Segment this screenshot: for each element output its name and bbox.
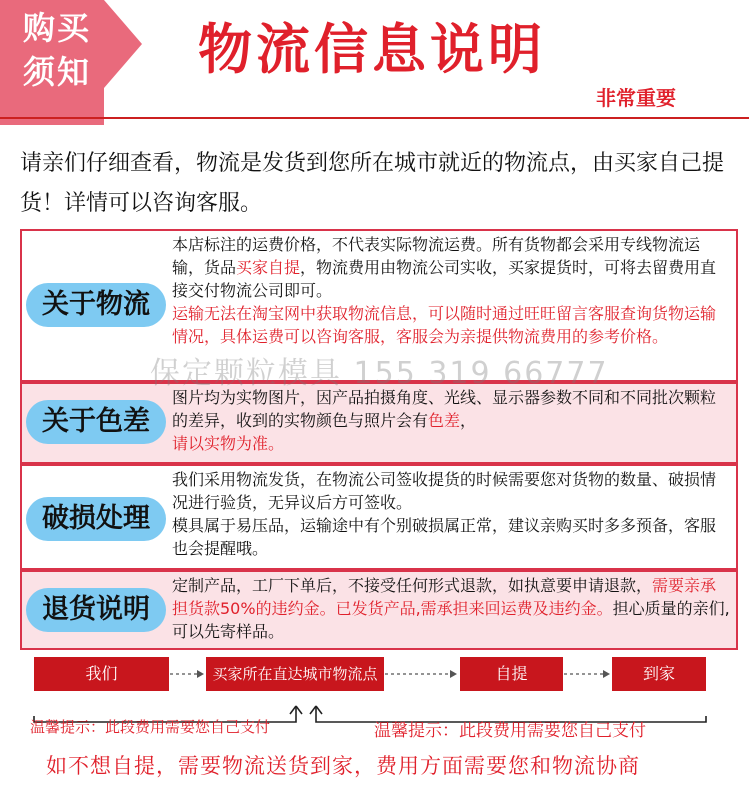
flow-step-city-point: 买家所在直达城市物流点 [206, 657, 384, 691]
section-damage [20, 464, 738, 570]
badge-line1: 购买 [22, 9, 91, 47]
arrow-1-icon [197, 670, 204, 678]
section-body-color [172, 386, 730, 455]
returns-text-b: 担心质量的亲们,可以先寄样品。 [172, 599, 730, 641]
arrow-2-icon [450, 670, 457, 678]
header-divider [0, 117, 749, 119]
badge-line2: 须知 [22, 53, 91, 91]
damage-text-1: 我们采用物流发货，在物流公司签收提货的时候需要您对货物的数量、破损情况进行验货，无异议后方可签收。 [172, 470, 717, 512]
section-returns [20, 570, 738, 650]
logistics-text-1b: ，物流费用由物流公司实收，买家提货时，可将去留费用直接交付物流公司即可。 [172, 258, 717, 300]
section-label-logistics: 关于物流 [26, 283, 166, 327]
logistics-text-2: 运输无法在淘宝网中获取物流信息，可以随时通过旺旺留言客服查询货物运输情况，具体运费可以咨询客服，客服会为亲提供物流费用的参考价格。 [172, 304, 717, 346]
watermark: 保定颗粒模具 155 319 66777 [150, 356, 609, 391]
flow-step-home: 到家 [612, 657, 706, 691]
section-body-logistics [172, 233, 730, 348]
section-body-returns [172, 574, 730, 643]
tip-right: 温馨提示：此段费用需要您自己支付 [374, 721, 646, 741]
color-text-red: 色差 [428, 411, 461, 430]
logistics-text-1a: 本店标注的运费价格，不代表实际物流运费。所有货物都会采用专线物流运输，货品 [172, 235, 701, 277]
damage-text-2: 模具属于易压品，运输途中有个别破损属正常，建议亲购买时多多预备，客服也会提醒哦。 [172, 516, 717, 558]
returns-text-red: 需要亲承担货款50%的违约金。已发货产品,需承担来回运费及违约金。 [172, 576, 717, 618]
tip-left: 温馨提示：此段费用需要您自己支付 [30, 718, 271, 736]
section-body-damage [172, 468, 730, 560]
section-label-color: 关于色差 [26, 400, 166, 444]
section-color-difference [20, 382, 738, 464]
color-text-2: 请以实物为准。 [172, 434, 285, 453]
badge-text [12, 6, 102, 94]
returns-text-a: 定制产品，工厂下单后，不接受任何形式退款，如执意要申请退款， [172, 576, 653, 595]
important-label: 非常重要 [596, 86, 676, 110]
arrow-3-icon [603, 670, 610, 678]
intro-text: 请亲们仔细查看，物流是发货到您所在城市就近的物流点，由买家自己提货！详情可以咨询客服。 [20, 151, 725, 216]
bottom-note: 如不想自提，需要物流送货到家，费用方面需要您和物流协商 [46, 754, 640, 778]
section-label-returns: 退货说明 [26, 588, 166, 632]
color-text-1b: ， [460, 411, 477, 430]
color-text-1a: 图片均为实物图片，因产品拍摄角度、光线、显示器参数不同和不同批次颗粒的差异，收到的实物颜色与照片会有 [172, 388, 717, 430]
flow-step-self-pickup: 自提 [460, 657, 563, 691]
section-label-damage: 破损处理 [26, 497, 166, 541]
flow-step-us: 我们 [34, 657, 169, 691]
logistics-text-red: 买家自提 [236, 258, 301, 277]
page-title: 物流信息说明 [198, 18, 546, 81]
